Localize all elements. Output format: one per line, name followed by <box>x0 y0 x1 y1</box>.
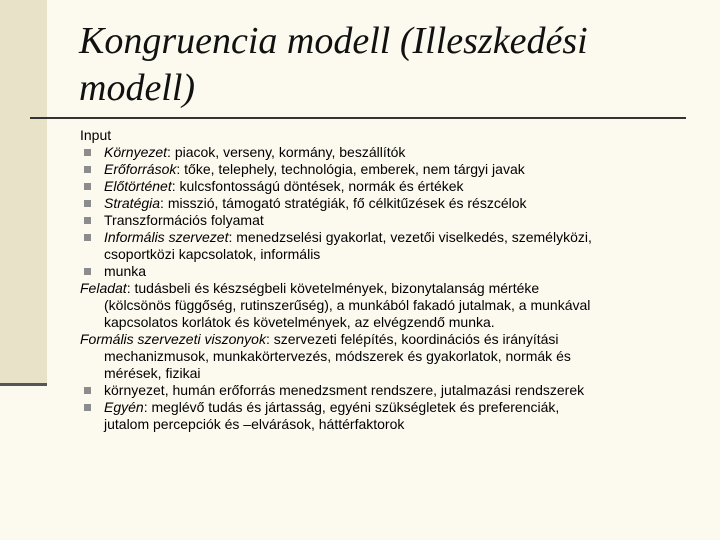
bullet-item-egyen <box>80 399 680 416</box>
item-label: Előtörténet <box>104 178 172 194</box>
bullet-item-kornyezet-hr <box>80 382 680 399</box>
square-bullet-icon <box>84 404 91 411</box>
item-text: : meglévő tudás és jártasság, egyéni szükségletek és preferenciák, <box>143 399 560 415</box>
formalis-line-1 <box>80 331 680 348</box>
bullet-item-informalis-continuation: csoportközi kapcsolatok, informális <box>104 246 321 262</box>
item-text: : piacok, verseny, kormány, beszállítók <box>167 144 406 160</box>
feladat-text: : tudásbeli és készségbeli követelmények, bizonytalanság mértéke <box>126 280 540 296</box>
item-label: Stratégia <box>104 195 161 211</box>
square-bullet-icon <box>84 268 91 275</box>
formalis-text: : szervezeti felépítés, koordinációs és irányítási <box>265 331 559 347</box>
bullet-item-transzformacio <box>80 212 680 229</box>
square-bullet-icon <box>84 166 91 173</box>
formalis-label: Formális szervezeti viszonyok <box>80 331 266 347</box>
square-bullet-icon <box>84 183 91 190</box>
title-rule <box>30 117 686 119</box>
item-text: : menedzselési gyakorlat, vezetői viselkedés, személyközi, <box>228 229 592 245</box>
square-bullet-icon <box>84 200 91 207</box>
item-label: Környezet <box>104 144 168 160</box>
square-bullet-icon <box>84 234 91 241</box>
item-label: Erőforrások <box>104 161 177 177</box>
feladat-line-1 <box>80 280 680 297</box>
item-text: munka <box>104 263 147 279</box>
bullet-item-eroforrasok <box>80 161 680 178</box>
slide-title: Kongruencia modell (Illeszkedési modell) <box>79 20 588 109</box>
item-text: környezet, humán erőforrás menedzsment rendszere, jutalmazási rendszerek <box>104 382 585 398</box>
item-text: : misszió, támogató stratégiák, fő célkitűzések és részcélok <box>160 195 527 211</box>
bullet-item-informalis <box>80 229 680 246</box>
bullet-item-strategia <box>80 195 680 212</box>
left-decor-bar <box>0 0 47 385</box>
feladat-label: Feladat <box>80 280 127 296</box>
bullet-item-kornyezet <box>80 144 680 161</box>
feladat-line-2: (kölcsönös függőség, rutinszerűség), a munkából fakadó jutalmak, a munkával <box>104 297 591 313</box>
input-heading: Input <box>80 127 112 143</box>
formalis-line-2: mechanizmusok, munkakörtervezés, módszerek és gyakorlatok, normák és <box>104 348 571 364</box>
bullet-item-egyen-continuation: jutalom percepciók és –elvárások, háttérfaktorok <box>104 416 405 432</box>
bullet-item-munka <box>80 263 680 280</box>
bullet-item-elotortenet <box>80 178 680 195</box>
slide-content <box>80 127 680 433</box>
feladat-line-3: kapcsolatos korlátok és követelmények, az elvégzendő munka. <box>104 314 495 330</box>
item-text: : kulcsfontosságú döntések, normák és értékek <box>171 178 464 194</box>
square-bullet-icon <box>84 387 91 394</box>
item-label: Informális szervezet <box>104 229 229 245</box>
square-bullet-icon <box>84 149 91 156</box>
square-bullet-icon <box>84 217 91 224</box>
formalis-line-3: mérések, fizikai <box>104 365 201 381</box>
item-text: : tőke, telephely, technológia, emberek, nem tárgyi javak <box>176 161 525 177</box>
item-text: Transzformációs folyamat <box>104 212 264 228</box>
item-label: Egyén <box>104 399 144 415</box>
left-decor-bar-edge <box>0 383 47 386</box>
